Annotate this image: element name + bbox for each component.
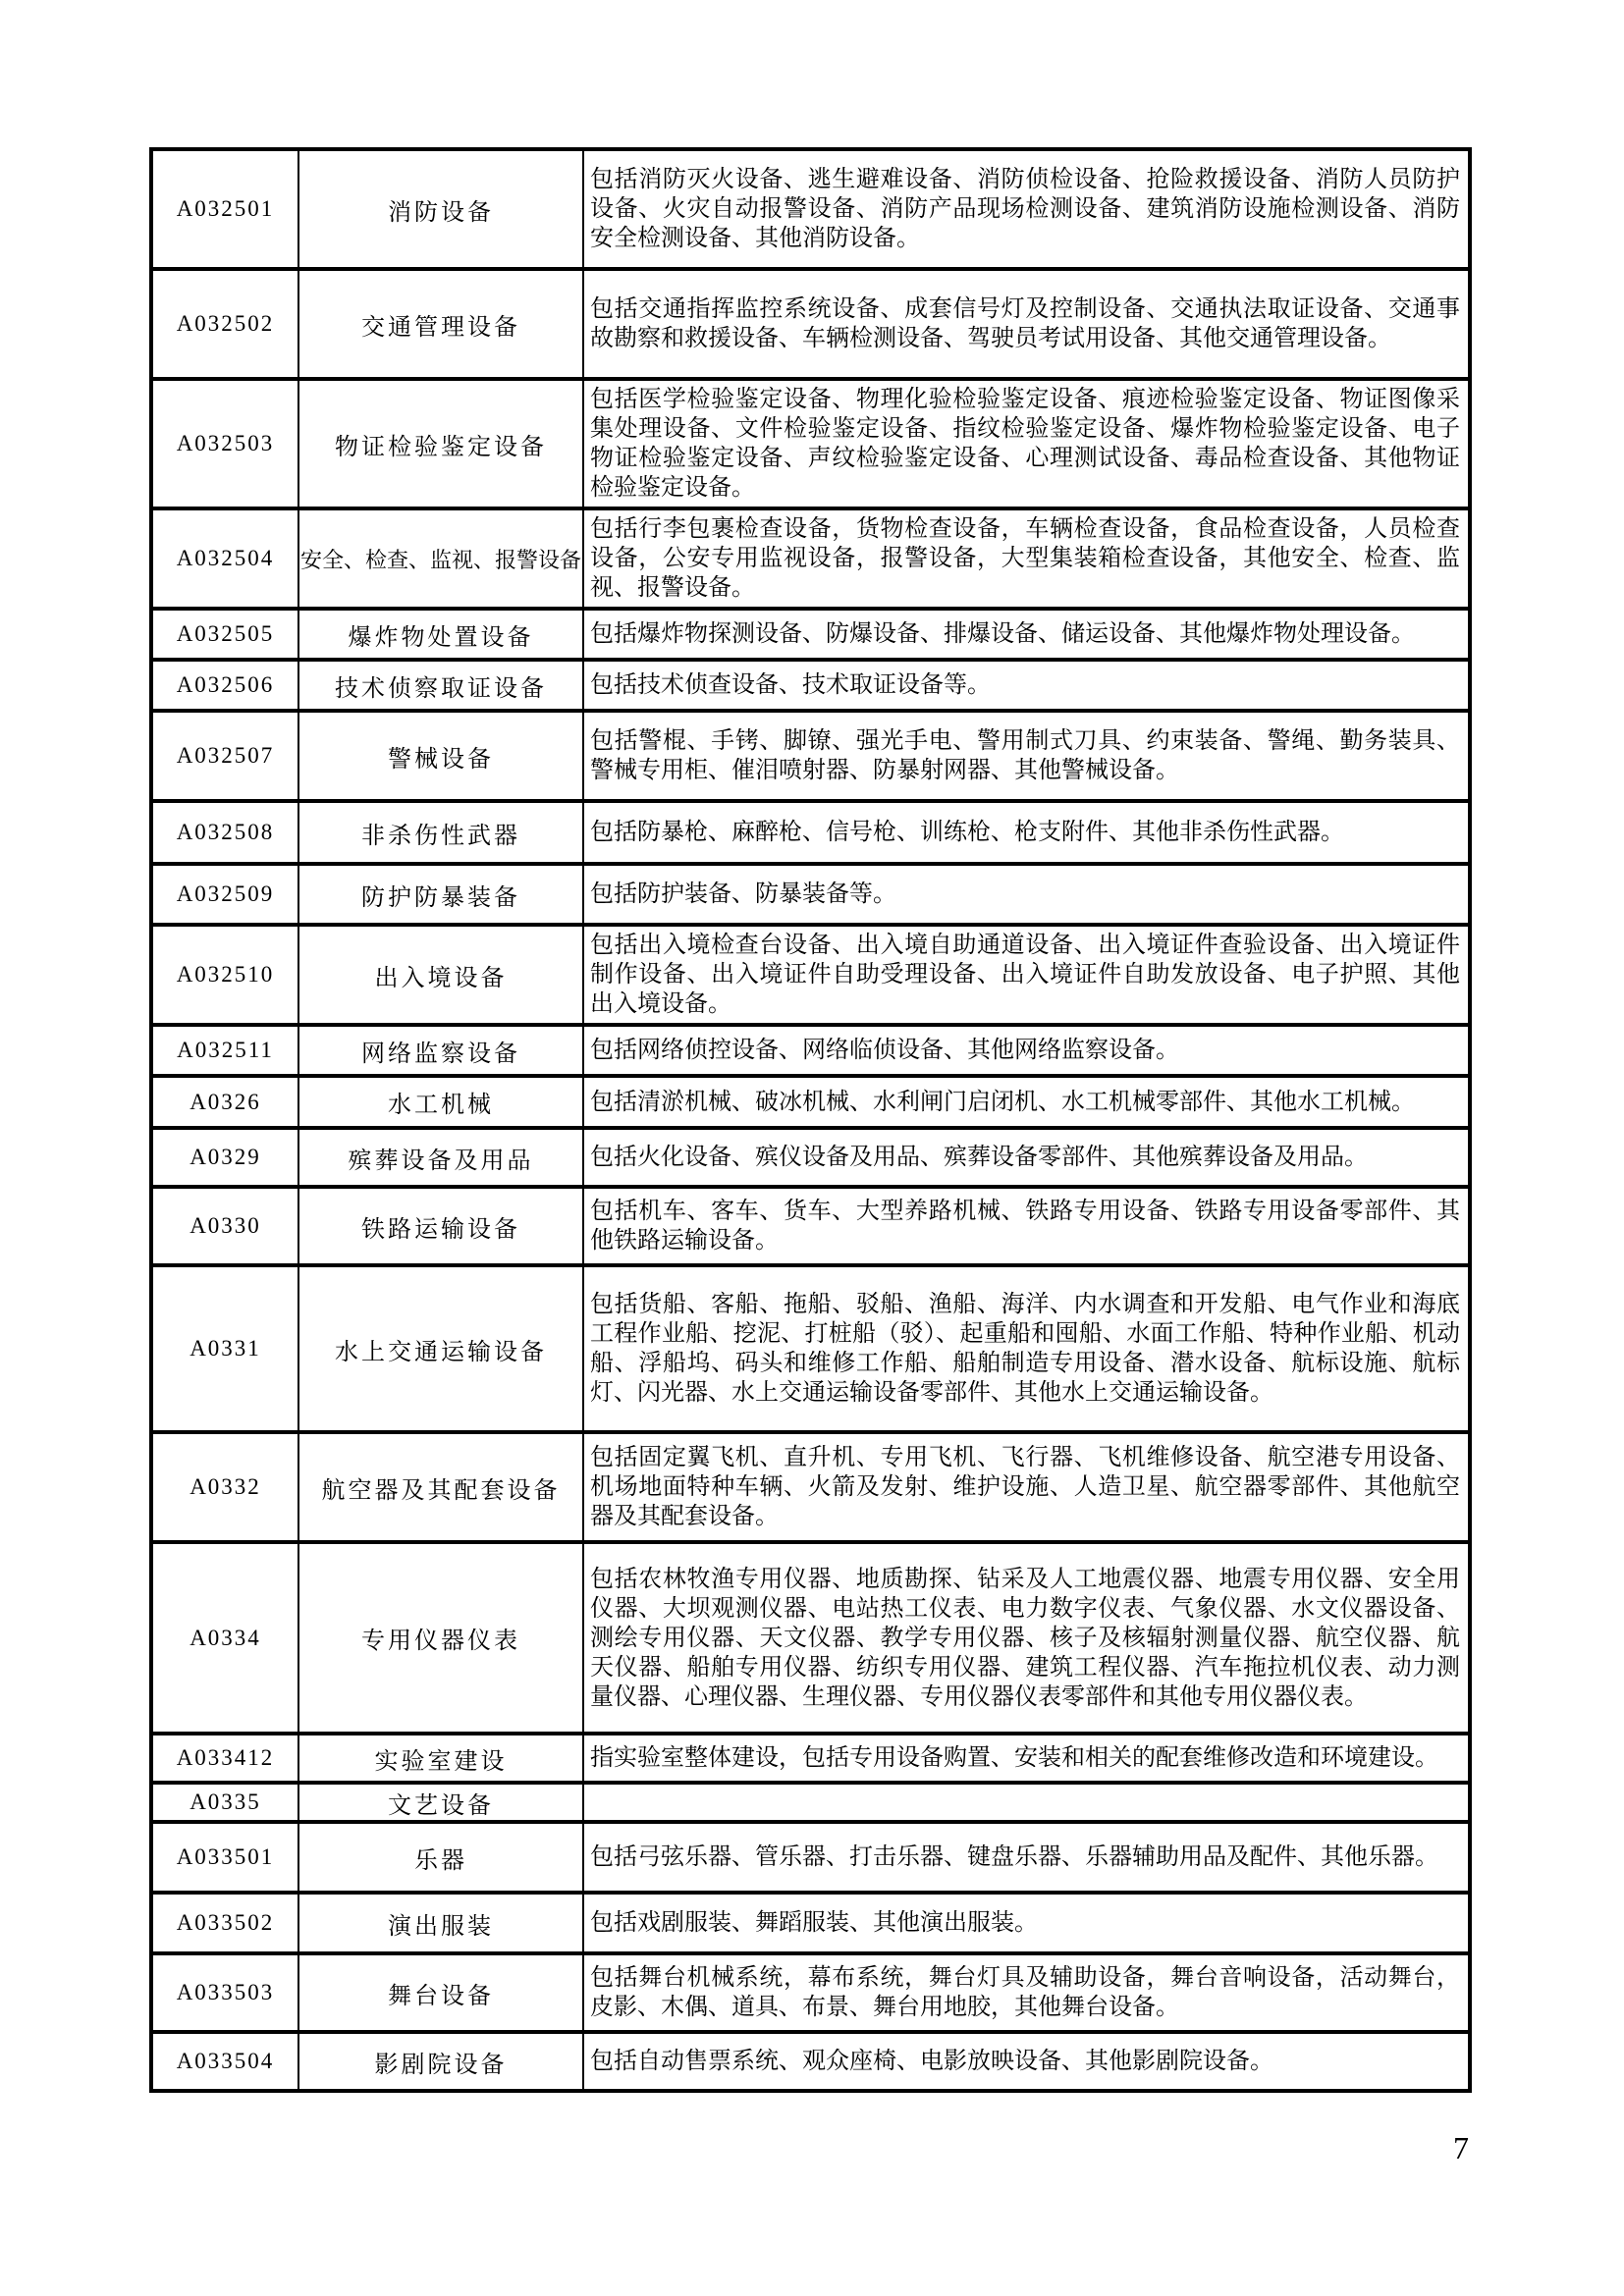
name-cell: 水上交通运输设备	[298, 1265, 583, 1432]
table-row	[151, 1187, 1470, 1265]
code-cell: A0326	[151, 1076, 298, 1128]
table-row	[151, 1542, 1470, 1734]
table-row	[151, 925, 1470, 1025]
name-cell: 出入境设备	[298, 925, 583, 1025]
table-row	[151, 2032, 1470, 2091]
table-row	[151, 711, 1470, 801]
table-row	[151, 1128, 1470, 1187]
code-cell: A032507	[151, 711, 298, 801]
desc-cell: 包括技术侦查设备、技术取证设备等。	[583, 660, 1470, 711]
desc-cell: 包括火化设备、殡仪设备及用品、殡葬设备零部件、其他殡葬设备及用品。	[583, 1128, 1470, 1187]
code-cell: A033503	[151, 1953, 298, 2032]
desc-cell: 包括爆炸物探测设备、防爆设备、排爆设备、储运设备、其他爆炸物处理设备。	[583, 609, 1470, 660]
code-cell: A032511	[151, 1025, 298, 1076]
desc-cell: 包括货船、客船、拖船、驳船、渔船、海洋、内水调查和开发船、电气作业和海底工程作业船、挖泥、打桩船（驳）、起重船和囤船、水面工作船、特种作业船、机动船、浮船坞、码头和维修工作船、船舶制造专用设备、潜水设备、航标设施、航标灯、闪光器、水上交通运输设备零部件、其他水上交通运输设备。	[583, 1265, 1470, 1432]
code-cell: A033501	[151, 1822, 298, 1893]
table-row	[151, 660, 1470, 711]
name-cell: 技术侦察取证设备	[298, 660, 583, 711]
desc-cell: 包括交通指挥监控系统设备、成套信号灯及控制设备、交通执法取证设备、交通事故勘察和救援设备、车辆检测设备、驾驶员考试用设备、其他交通管理设备。	[583, 269, 1470, 379]
name-cell: 非杀伤性武器	[298, 801, 583, 864]
code-cell: A0330	[151, 1187, 298, 1265]
code-cell: A032510	[151, 925, 298, 1025]
name-cell: 警械设备	[298, 711, 583, 801]
name-cell: 文艺设备	[298, 1783, 583, 1822]
code-cell: A032509	[151, 864, 298, 925]
name-cell: 铁路运输设备	[298, 1187, 583, 1265]
code-cell: A032505	[151, 609, 298, 660]
name-cell: 演出服装	[298, 1893, 583, 1953]
table-row	[151, 269, 1470, 379]
name-cell: 消防设备	[298, 149, 583, 269]
code-cell: A0331	[151, 1265, 298, 1432]
desc-cell: 包括清淤机械、破冰机械、水利闸门启闭机、水工机械零部件、其他水工机械。	[583, 1076, 1470, 1128]
desc-cell: 包括消防灭火设备、逃生避难设备、消防侦检设备、抢险救援设备、消防人员防护设备、火灾自动报警设备、消防产品现场检测设备、建筑消防设施检测设备、消防安全检测设备、其他消防设备。	[583, 149, 1470, 269]
name-cell: 防护防暴装备	[298, 864, 583, 925]
table-row	[151, 1822, 1470, 1893]
table-row	[151, 379, 1470, 508]
code-cell: A033504	[151, 2032, 298, 2091]
name-cell: 影剧院设备	[298, 2032, 583, 2091]
table-row	[151, 1734, 1470, 1783]
code-cell: A0332	[151, 1432, 298, 1542]
name-cell: 爆炸物处置设备	[298, 609, 583, 660]
table-row	[151, 149, 1470, 269]
code-cell: A0334	[151, 1542, 298, 1734]
table-row	[151, 1265, 1470, 1432]
desc-cell: 包括医学检验鉴定设备、物理化验检验鉴定设备、痕迹检验鉴定设备、物证图像采集处理设备、文件检验鉴定设备、指纹检验鉴定设备、爆炸物检验鉴定设备、电子物证检验鉴定设备、声纹检验鉴定设备、心理测试设备、毒品检查设备、其他物证检验鉴定设备。	[583, 379, 1470, 508]
table-row	[151, 1783, 1470, 1822]
desc-cell: 包括警棍、手铐、脚镣、强光手电、警用制式刀具、约束装备、警绳、勤务装具、警械专用柜、催泪喷射器、防暴射网器、其他警械设备。	[583, 711, 1470, 801]
desc-cell: 包括戏剧服装、舞蹈服装、其他演出服装。	[583, 1893, 1470, 1953]
desc-cell: 包括网络侦控设备、网络临侦设备、其他网络监察设备。	[583, 1025, 1470, 1076]
code-cell: A0329	[151, 1128, 298, 1187]
code-cell: A032502	[151, 269, 298, 379]
name-cell: 殡葬设备及用品	[298, 1128, 583, 1187]
desc-cell: 包括防护装备、防暴装备等。	[583, 864, 1470, 925]
code-cell: A032506	[151, 660, 298, 711]
code-cell: A0335	[151, 1783, 298, 1822]
desc-cell: 包括农林牧渔专用仪器、地质勘探、钻采及人工地震仪器、地震专用仪器、安全用仪器、大坝观测仪器、电站热工仪表、电力数字仪表、气象仪器、水文仪器设备、测绘专用仪器、天文仪器、教学专用仪器、核子及核辐射测量仪器、航空仪器、航天仪器、船舶专用仪器、纺织专用仪器、建筑工程仪器、汽车拖拉机仪表、动力测量仪器、心理仪器、生理仪器、专用仪器仪表零部件和其他专用仪器仪表。	[583, 1542, 1470, 1734]
table-row	[151, 1076, 1470, 1128]
code-cell: A032501	[151, 149, 298, 269]
code-cell: A032504	[151, 508, 298, 609]
name-cell: 航空器及其配套设备	[298, 1432, 583, 1542]
name-cell: 物证检验鉴定设备	[298, 379, 583, 508]
table-row	[151, 801, 1470, 864]
classification-table	[149, 147, 1472, 2093]
name-cell: 交通管理设备	[298, 269, 583, 379]
name-cell: 水工机械	[298, 1076, 583, 1128]
code-cell: A033412	[151, 1734, 298, 1783]
table-row	[151, 864, 1470, 925]
name-cell: 实验室建设	[298, 1734, 583, 1783]
code-cell: A033502	[151, 1893, 298, 1953]
desc-cell: 包括舞台机械系统，幕布系统，舞台灯具及辅助设备，舞台音响设备，活动舞台，皮影、木偶、道具、布景、舞台用地胶，其他舞台设备。	[583, 1953, 1470, 2032]
desc-cell: 指实验室整体建设，包括专用设备购置、安装和相关的配套维修改造和环境建设。	[583, 1734, 1470, 1783]
desc-cell: 包括防暴枪、麻醉枪、信号枪、训练枪、枪支附件、其他非杀伤性武器。	[583, 801, 1470, 864]
table-row	[151, 508, 1470, 609]
name-cell: 网络监察设备	[298, 1025, 583, 1076]
desc-cell	[583, 1783, 1470, 1822]
desc-cell: 包括弓弦乐器、管乐器、打击乐器、键盘乐器、乐器辅助用品及配件、其他乐器。	[583, 1822, 1470, 1893]
code-cell: A032508	[151, 801, 298, 864]
desc-cell: 包括出入境检查台设备、出入境自助通道设备、出入境证件查验设备、出入境证件制作设备、出入境证件自助受理设备、出入境证件自助发放设备、电子护照、其他出入境设备。	[583, 925, 1470, 1025]
table-row	[151, 609, 1470, 660]
name-cell: 舞台设备	[298, 1953, 583, 2032]
desc-cell: 包括机车、客车、货车、大型养路机械、铁路专用设备、铁路专用设备零部件、其他铁路运输设备。	[583, 1187, 1470, 1265]
name-cell: 乐器	[298, 1822, 583, 1893]
table-row	[151, 1432, 1470, 1542]
code-cell: A032503	[151, 379, 298, 508]
page-number: 7	[1453, 2130, 1469, 2165]
name-cell: 安全、检查、监视、报警设备	[298, 508, 583, 609]
table-row	[151, 1025, 1470, 1076]
desc-cell: 包括自动售票系统、观众座椅、电影放映设备、其他影剧院设备。	[583, 2032, 1470, 2091]
desc-cell: 包括固定翼飞机、直升机、专用飞机、飞行器、飞机维修设备、航空港专用设备、机场地面特种车辆、火箭及发射、维护设施、人造卫星、航空器零部件、其他航空器及其配套设备。	[583, 1432, 1470, 1542]
table-row	[151, 1893, 1470, 1953]
name-cell: 专用仪器仪表	[298, 1542, 583, 1734]
table-row	[151, 1953, 1470, 2032]
desc-cell: 包括行李包裹检查设备，货物检查设备，车辆检查设备，食品检查设备，人员检查设备，公安专用监视设备，报警设备，大型集装箱检查设备，其他安全、检查、监视、报警设备。	[583, 508, 1470, 609]
